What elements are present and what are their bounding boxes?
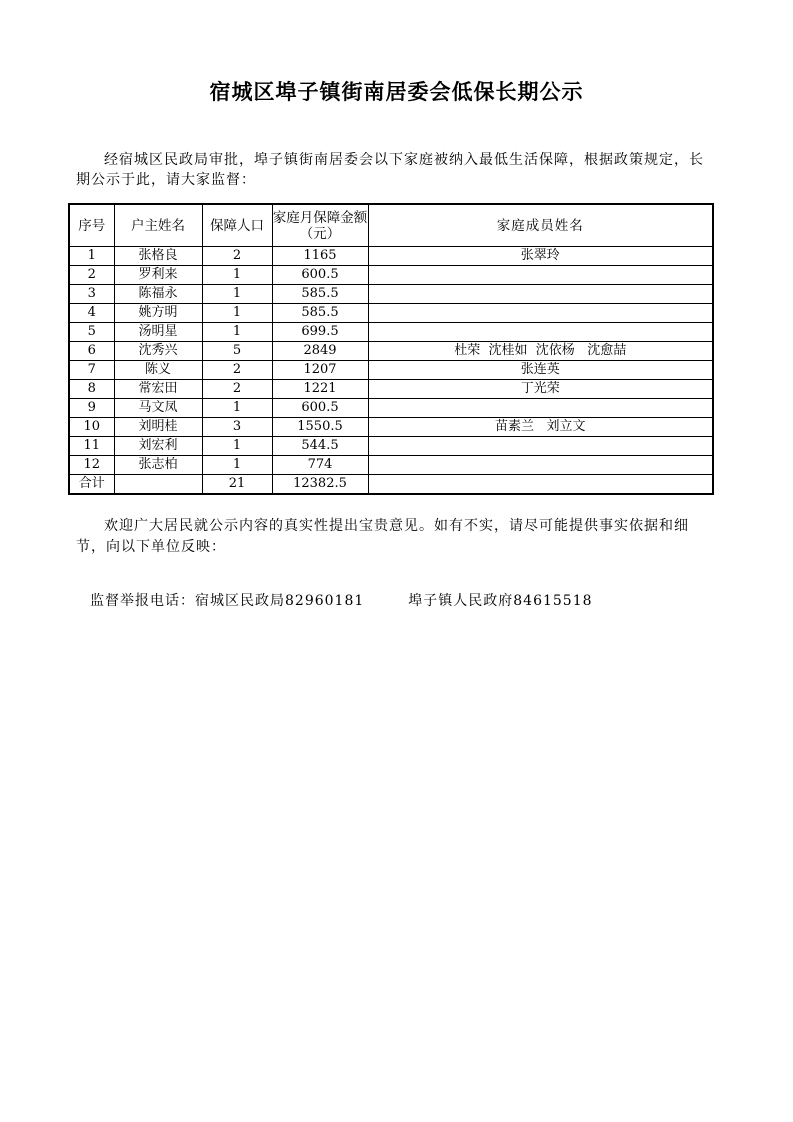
cell-head-name: 刘宏利 [114,437,202,456]
cell-amount: 774 [272,456,368,475]
cell-index: 3 [69,285,114,304]
contact-label: 监督举报电话： [90,593,195,609]
contact-line [90,590,593,610]
cell-family [368,266,713,285]
cell-index: 9 [69,399,114,418]
cell-family: 丁光荣 [368,380,713,399]
cell-index: 1 [69,247,114,266]
cell-total-amount: 12382.5 [272,475,368,495]
cell-amount: 699.5 [272,323,368,342]
cell-head-name: 汤明星 [114,323,202,342]
cell-population: 1 [202,266,272,285]
cell-family [368,285,713,304]
cell-head-name: 陈福永 [114,285,202,304]
cell-index: 4 [69,304,114,323]
cell-amount: 1550.5 [272,418,368,437]
header-population: 保障人口 [202,204,272,247]
table-total-row [69,475,713,495]
contact-town-government: 埠子镇人民政府84615518 [408,593,593,609]
cell-amount: 1221 [272,380,368,399]
cell-amount: 1165 [272,247,368,266]
cell-index: 5 [69,323,114,342]
table-row [69,399,713,418]
cell-population: 2 [202,247,272,266]
cell-total-empty [114,475,202,495]
table-row [69,342,713,361]
cell-amount: 600.5 [272,266,368,285]
header-head-name: 户主姓名 [114,204,202,247]
cell-index: 12 [69,456,114,475]
cell-population: 1 [202,304,272,323]
header-amount: 家庭月保障金额（元） [272,204,368,247]
table-row [69,418,713,437]
cell-population: 3 [202,418,272,437]
cell-index: 8 [69,380,114,399]
cell-population: 1 [202,456,272,475]
cell-amount: 2849 [272,342,368,361]
cell-family: 张翠玲 [368,247,713,266]
cell-index: 6 [69,342,114,361]
cell-family: 苗素兰 刘立文 [368,418,713,437]
table-row [69,437,713,456]
cell-index: 2 [69,266,114,285]
table-row [69,361,713,380]
subsidy-table [68,203,714,495]
page-title: 宿城区埠子镇街南居委会低保长期公示 [209,80,584,104]
table-row [69,323,713,342]
cell-amount: 585.5 [272,304,368,323]
cell-family [368,304,713,323]
cell-population: 1 [202,437,272,456]
intro-paragraph: 经宿城区民政局审批，埠子镇街南居委会以下家庭被纳入最低生活保障，根据政策规定，长期公示于此，请大家监督： [76,152,704,188]
cell-family: 张连英 [368,361,713,380]
header-family: 家庭成员姓名 [368,204,713,247]
cell-index: 7 [69,361,114,380]
cell-head-name: 陈义 [114,361,202,380]
table-row [69,380,713,399]
cell-amount: 544.5 [272,437,368,456]
table-header-row [69,204,713,247]
header-index: 序号 [69,204,114,247]
cell-amount: 585.5 [272,285,368,304]
cell-total-population: 21 [202,475,272,495]
cell-family [368,456,713,475]
cell-head-name: 马文凤 [114,399,202,418]
cell-population: 2 [202,380,272,399]
cell-head-name: 张格良 [114,247,202,266]
cell-population: 1 [202,399,272,418]
cell-head-name: 张志柏 [114,456,202,475]
cell-index: 10 [69,418,114,437]
cell-population: 1 [202,285,272,304]
cell-amount: 600.5 [272,399,368,418]
table-row [69,247,713,266]
cell-population: 1 [202,323,272,342]
table-row [69,304,713,323]
cell-population: 5 [202,342,272,361]
cell-head-name: 常宏田 [114,380,202,399]
cell-total-label: 合计 [69,475,114,495]
cell-family [368,399,713,418]
cell-family [368,437,713,456]
table-row [69,266,713,285]
contact-civil-affairs: 宿城区民政局82960181 [195,593,365,609]
cell-family: 杜荣 沈桂如 沈依杨 沈愈喆 [368,342,713,361]
cell-total-family-empty [368,475,713,495]
cell-index: 11 [69,437,114,456]
cell-population: 2 [202,361,272,380]
cell-head-name: 沈秀兴 [114,342,202,361]
cell-amount: 1207 [272,361,368,380]
table-row [69,285,713,304]
cell-head-name: 罗利来 [114,266,202,285]
table-row [69,456,713,475]
cell-head-name: 姚方明 [114,304,202,323]
cell-family [368,323,713,342]
cell-head-name: 刘明桂 [114,418,202,437]
feedback-paragraph: 欢迎广大居民就公示内容的真实性提出宝贵意见。如有不实，请尽可能提供事实依据和细节，向以下单位反映： [76,518,689,555]
